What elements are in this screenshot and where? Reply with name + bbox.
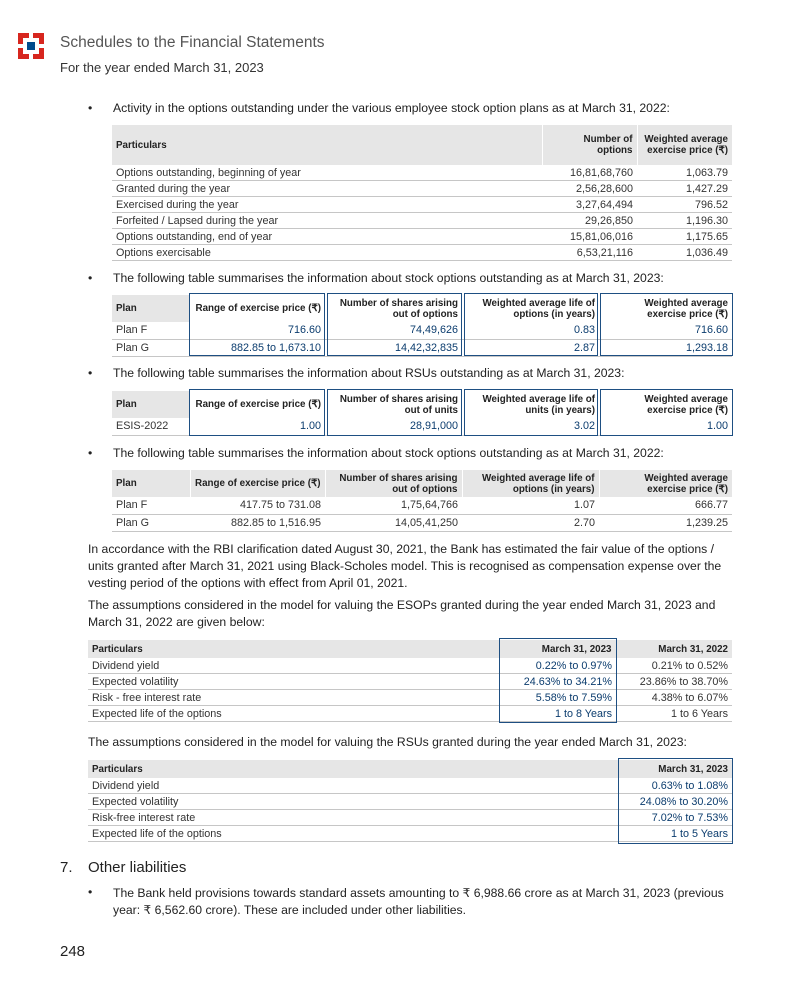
table-row: ESIS-2022 1.00 28,91,000 3.02 1.00 — [112, 418, 732, 435]
rsu-assumptions-paragraph: The assumptions considered in the model for valuing the RSUs granted during the year ended March 31, 2023: — [88, 735, 687, 749]
table-row: Expected life of the options 1 to 8 Years 1 to 6 Years — [88, 706, 732, 722]
stock-options-2022-table: Plan Range of exercise price (₹) Number of shares arising out of options Weighted average life of options (in years) Weighted average exercise price (₹) Plan F 417.75 to 731.08 1,75,64,766 1.07 666.77 Plan G 882.85 to 1,516.95 14,05,41,250 2.70 1,239.25 — [112, 470, 732, 532]
options-activity-table: Particulars Number of options Weighted average exercise price (₹) Options outstanding, beginning of year 16,81,68,760 1,063.79 Granted during the year 2,56,28,600 1,427.29 Exercised during the year 3,27,64,494 796.52 Forfeited / Lapsed during the year 29,26,850 1,196.30 Options outstanding, end of year 15,81,06,016 1,175.65 Options exercisable 6,53,21,116 1,036.49 — [112, 125, 732, 261]
page-title: Schedules to the Financial Statements — [60, 34, 325, 51]
table-row: Forfeited / Lapsed during the year 29,26,850 1,196.30 — [112, 213, 732, 229]
table-row: Options exercisable 6,53,21,116 1,036.49 — [112, 245, 732, 261]
highlight-box — [618, 758, 733, 844]
table-row: Risk - free interest rate 5.58% to 7.59% 4.38% to 6.07% — [88, 690, 732, 706]
highlight-box — [464, 389, 598, 436]
highlight-box — [600, 389, 733, 436]
esop-assumptions-paragraph: The assumptions considered in the model for valuing the ESOPs granted during the year ended March 31, 2023 and March 31, 2022 are given below: — [88, 598, 716, 629]
section-heading: 7. Other liabilities — [60, 859, 187, 876]
highlight-box — [189, 293, 325, 356]
highlight-box — [499, 638, 617, 723]
table-row: Granted during the year 2,56,28,600 1,427.29 — [112, 181, 732, 197]
table-row: Expected life of the options 1 to 5 Years — [88, 826, 732, 842]
highlight-box — [327, 389, 462, 436]
table-row: Dividend yield 0.63% to 1.08% — [88, 778, 732, 794]
rbi-paragraph: In accordance with the RBI clarification dated August 30, 2021, the Bank has estimated the fair value of the options / units granted after March 31, 2021 using Black-Scholes model. This is recognised as compensation expense over the vesting period of the options with effect from April 01, 2021. — [88, 542, 722, 590]
table-row: Dividend yield 0.22% to 0.97% 0.21% to 0.52% — [88, 658, 732, 674]
table-row: Options outstanding, beginning of year 16,81,68,760 1,063.79 — [112, 165, 732, 181]
table-row: Risk-free interest rate 7.02% to 7.53% — [88, 810, 732, 826]
table-row: Plan G 882.85 to 1,516.95 14,05,41,250 2.70 1,239.25 — [112, 514, 732, 531]
page-number: 248 — [60, 943, 86, 960]
table-row: Exercised during the year 3,27,64,494 796.52 — [112, 197, 732, 213]
table-row: Plan F 417.75 to 731.08 1,75,64,766 1.07 666.77 — [112, 497, 732, 514]
highlight-box — [189, 389, 325, 436]
rsu-assumptions-table: Particulars March 31, 2023 Dividend yield 0.63% to 1.08% Expected volatility 24.08% to 30.20% Risk-free interest rate 7.02% to 7.53% Expected life of the options 1 to 5 Years — [88, 760, 732, 842]
bank-logo-icon — [18, 33, 44, 59]
table-row: Expected volatility 24.08% to 30.20% — [88, 794, 732, 810]
highlight-box — [464, 293, 598, 356]
rsus-2023-table: Plan Range of exercise price (₹) Number of shares arising out of units Weighted average life of units (in years) Weighted average exercise price (₹) ESIS-2022 1.00 28,91,000 3.02 1.00 — [112, 391, 732, 436]
page-subtitle: For the year ended March 31, 2023 — [60, 60, 264, 75]
table-row: Expected volatility 24.63% to 34.21% 23.86% to 38.70% — [88, 674, 732, 690]
stock-options-2023-table: Plan Range of exercise price (₹) Number of shares arising out of options Weighted average life of options (in years) Weighted average exercise price (₹) Plan F 716.60 74,49,626 0.83 716.60 Plan G 882.85 to 1,673.10 14,42,32,835 2.87 1,293.18 — [112, 295, 732, 357]
highlight-box — [327, 293, 462, 356]
table-row: Options outstanding, end of year 15,81,06,016 1,175.65 — [112, 229, 732, 245]
table-row: Plan F 716.60 74,49,626 0.83 716.60 — [112, 322, 732, 339]
table-row: Plan G 882.85 to 1,673.10 14,42,32,835 2.87 1,293.18 — [112, 339, 732, 356]
highlight-box — [600, 293, 733, 356]
esop-assumptions-table: Particulars March 31, 2023 March 31, 2022 Dividend yield 0.22% to 0.97% 0.21% to 0.52% Expected volatility 24.63% to 34.21% 23.86% to 38.70% Risk - free interest rate 5.58% to 7.59% 4.38% to 6.07% Expected life of the options 1 to 8 Years 1 to 6 Years — [88, 640, 732, 722]
